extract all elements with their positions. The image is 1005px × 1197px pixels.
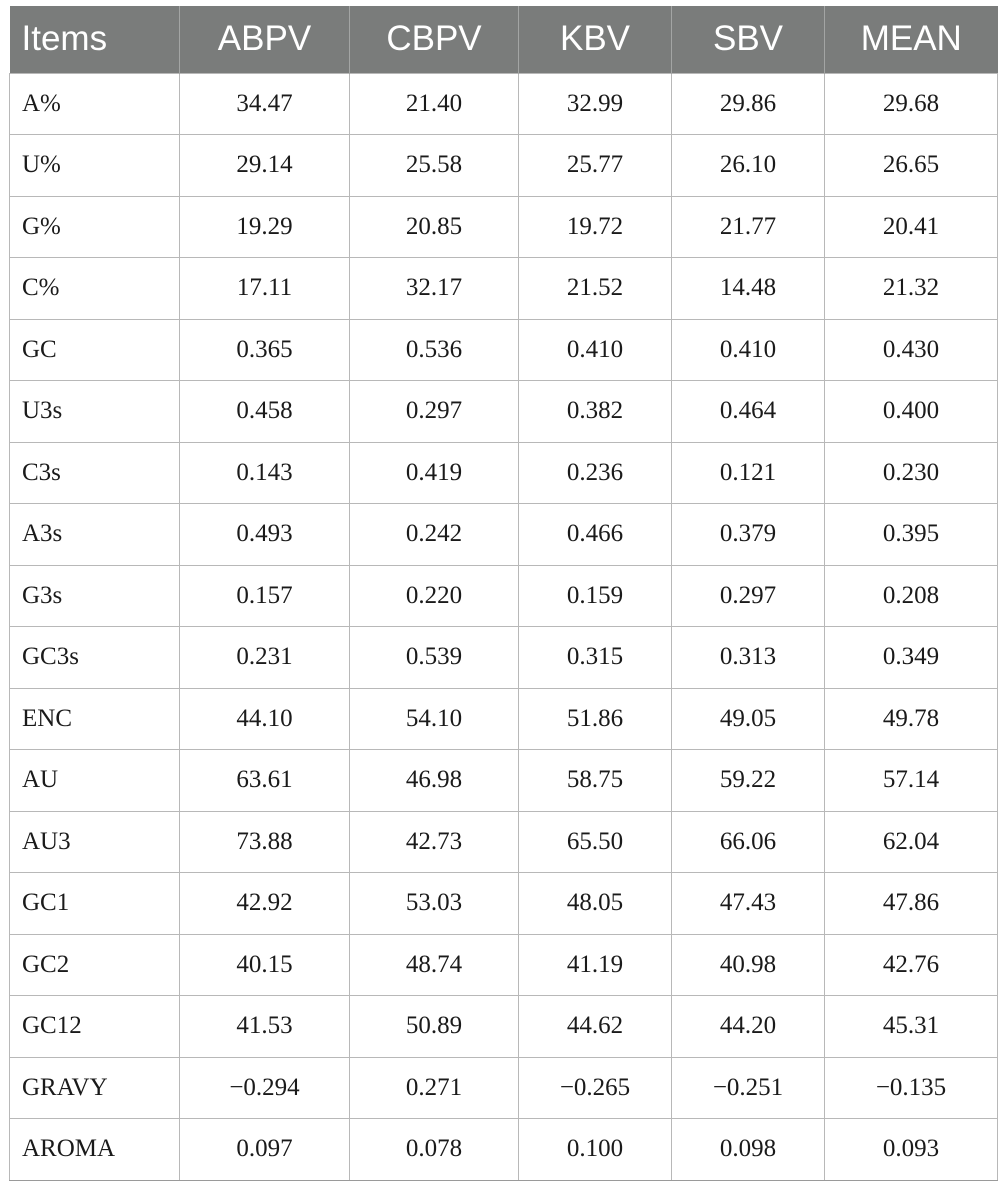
value-cell-cbpv: 0.297 [350,381,519,443]
value-cell-abpv: 63.61 [180,750,350,812]
row-label-cell: GC12 [10,996,180,1058]
value-cell-kbv: 0.315 [519,627,672,689]
table-row [10,135,998,197]
value-cell-kbv: 51.86 [519,688,672,750]
value-cell-cbpv: 20.85 [350,196,519,258]
value-cell-sbv: 59.22 [672,750,825,812]
table-body [10,73,998,1180]
value-cell-mean: 29.68 [825,73,998,135]
value-cell-sbv: 21.77 [672,196,825,258]
table-row [10,688,998,750]
value-cell-mean: 0.208 [825,565,998,627]
table-row [10,996,998,1058]
value-cell-kbv: 25.77 [519,135,672,197]
table-row [10,73,998,135]
value-cell-sbv: 0.121 [672,442,825,504]
row-label-cell: U3s [10,381,180,443]
table-row [10,811,998,873]
value-cell-cbpv: 54.10 [350,688,519,750]
value-cell-cbpv: 0.220 [350,565,519,627]
value-cell-abpv: 0.231 [180,627,350,689]
column-header-items: Items [10,6,180,73]
value-cell-kbv: 19.72 [519,196,672,258]
value-cell-sbv: 66.06 [672,811,825,873]
value-cell-abpv: 34.47 [180,73,350,135]
row-label-cell: GC3s [10,627,180,689]
value-cell-mean: 57.14 [825,750,998,812]
value-cell-abpv: 42.92 [180,873,350,935]
table-row [10,873,998,935]
value-cell-mean: 0.395 [825,504,998,566]
value-cell-mean: 47.86 [825,873,998,935]
value-cell-abpv: 0.097 [180,1119,350,1181]
value-cell-kbv: 0.382 [519,381,672,443]
value-cell-cbpv: 0.078 [350,1119,519,1181]
row-label-cell: GC2 [10,934,180,996]
table-header [10,6,998,73]
table-row [10,442,998,504]
value-cell-abpv: 73.88 [180,811,350,873]
value-cell-cbpv: 46.98 [350,750,519,812]
row-label-cell: G3s [10,565,180,627]
value-cell-cbpv: 42.73 [350,811,519,873]
value-cell-abpv: 41.53 [180,996,350,1058]
value-cell-mean: 62.04 [825,811,998,873]
value-cell-mean: 21.32 [825,258,998,320]
value-cell-abpv: 0.458 [180,381,350,443]
value-cell-kbv: 0.466 [519,504,672,566]
value-cell-abpv: 17.11 [180,258,350,320]
codon-usage-table [9,6,998,1181]
table-row [10,565,998,627]
value-cell-mean: 0.349 [825,627,998,689]
table-row [10,504,998,566]
value-cell-cbpv: 48.74 [350,934,519,996]
value-cell-kbv: −0.265 [519,1057,672,1119]
value-cell-mean: 26.65 [825,135,998,197]
row-label-cell: U% [10,135,180,197]
value-cell-kbv: 44.62 [519,996,672,1058]
table-row [10,319,998,381]
value-cell-cbpv: 21.40 [350,73,519,135]
value-cell-sbv: 0.297 [672,565,825,627]
value-cell-mean: 49.78 [825,688,998,750]
value-cell-abpv: 0.143 [180,442,350,504]
value-cell-cbpv: 0.539 [350,627,519,689]
table-row [10,750,998,812]
value-cell-cbpv: 32.17 [350,258,519,320]
value-cell-cbpv: 0.271 [350,1057,519,1119]
row-label-cell: GRAVY [10,1057,180,1119]
value-cell-mean: 0.093 [825,1119,998,1181]
value-cell-kbv: 0.236 [519,442,672,504]
row-label-cell: C% [10,258,180,320]
column-header-abpv: ABPV [180,6,350,73]
value-cell-kbv: 21.52 [519,258,672,320]
value-cell-cbpv: 0.419 [350,442,519,504]
value-cell-mean: 42.76 [825,934,998,996]
column-header-cbpv: CBPV [350,6,519,73]
value-cell-cbpv: 0.242 [350,504,519,566]
value-cell-kbv: 32.99 [519,73,672,135]
column-header-sbv: SBV [672,6,825,73]
value-cell-kbv: 65.50 [519,811,672,873]
table-row [10,258,998,320]
table-row [10,1057,998,1119]
value-cell-kbv: 0.410 [519,319,672,381]
row-label-cell: A3s [10,504,180,566]
table-row [10,381,998,443]
value-cell-cbpv: 25.58 [350,135,519,197]
value-cell-mean: 0.430 [825,319,998,381]
value-cell-abpv: 0.157 [180,565,350,627]
row-label-cell: C3s [10,442,180,504]
row-label-cell: AU3 [10,811,180,873]
value-cell-sbv: 44.20 [672,996,825,1058]
value-cell-abpv: 0.493 [180,504,350,566]
value-cell-mean: 0.230 [825,442,998,504]
value-cell-cbpv: 53.03 [350,873,519,935]
value-cell-sbv: 40.98 [672,934,825,996]
table-row [10,1119,998,1181]
value-cell-abpv: 40.15 [180,934,350,996]
value-cell-sbv: 0.313 [672,627,825,689]
value-cell-abpv: 0.365 [180,319,350,381]
value-cell-sbv: 14.48 [672,258,825,320]
column-header-mean: MEAN [825,6,998,73]
value-cell-kbv: 58.75 [519,750,672,812]
row-label-cell: AROMA [10,1119,180,1181]
header-row [10,6,998,73]
value-cell-sbv: 29.86 [672,73,825,135]
table-row [10,627,998,689]
row-label-cell: A% [10,73,180,135]
row-label-cell: GC [10,319,180,381]
value-cell-cbpv: 50.89 [350,996,519,1058]
value-cell-sbv: 26.10 [672,135,825,197]
value-cell-kbv: 0.100 [519,1119,672,1181]
value-cell-mean: 0.400 [825,381,998,443]
value-cell-sbv: 0.379 [672,504,825,566]
value-cell-kbv: 41.19 [519,934,672,996]
table-row [10,196,998,258]
value-cell-sbv: 47.43 [672,873,825,935]
row-label-cell: G% [10,196,180,258]
table-row [10,934,998,996]
value-cell-sbv: 0.464 [672,381,825,443]
row-label-cell: ENC [10,688,180,750]
value-cell-mean: −0.135 [825,1057,998,1119]
value-cell-abpv: 29.14 [180,135,350,197]
value-cell-abpv: −0.294 [180,1057,350,1119]
value-cell-mean: 20.41 [825,196,998,258]
row-label-cell: AU [10,750,180,812]
value-cell-abpv: 44.10 [180,688,350,750]
value-cell-sbv: 0.410 [672,319,825,381]
value-cell-sbv: 49.05 [672,688,825,750]
column-header-kbv: KBV [519,6,672,73]
value-cell-mean: 45.31 [825,996,998,1058]
value-cell-sbv: −0.251 [672,1057,825,1119]
value-cell-kbv: 0.159 [519,565,672,627]
value-cell-sbv: 0.098 [672,1119,825,1181]
value-cell-kbv: 48.05 [519,873,672,935]
value-cell-cbpv: 0.536 [350,319,519,381]
value-cell-abpv: 19.29 [180,196,350,258]
row-label-cell: GC1 [10,873,180,935]
